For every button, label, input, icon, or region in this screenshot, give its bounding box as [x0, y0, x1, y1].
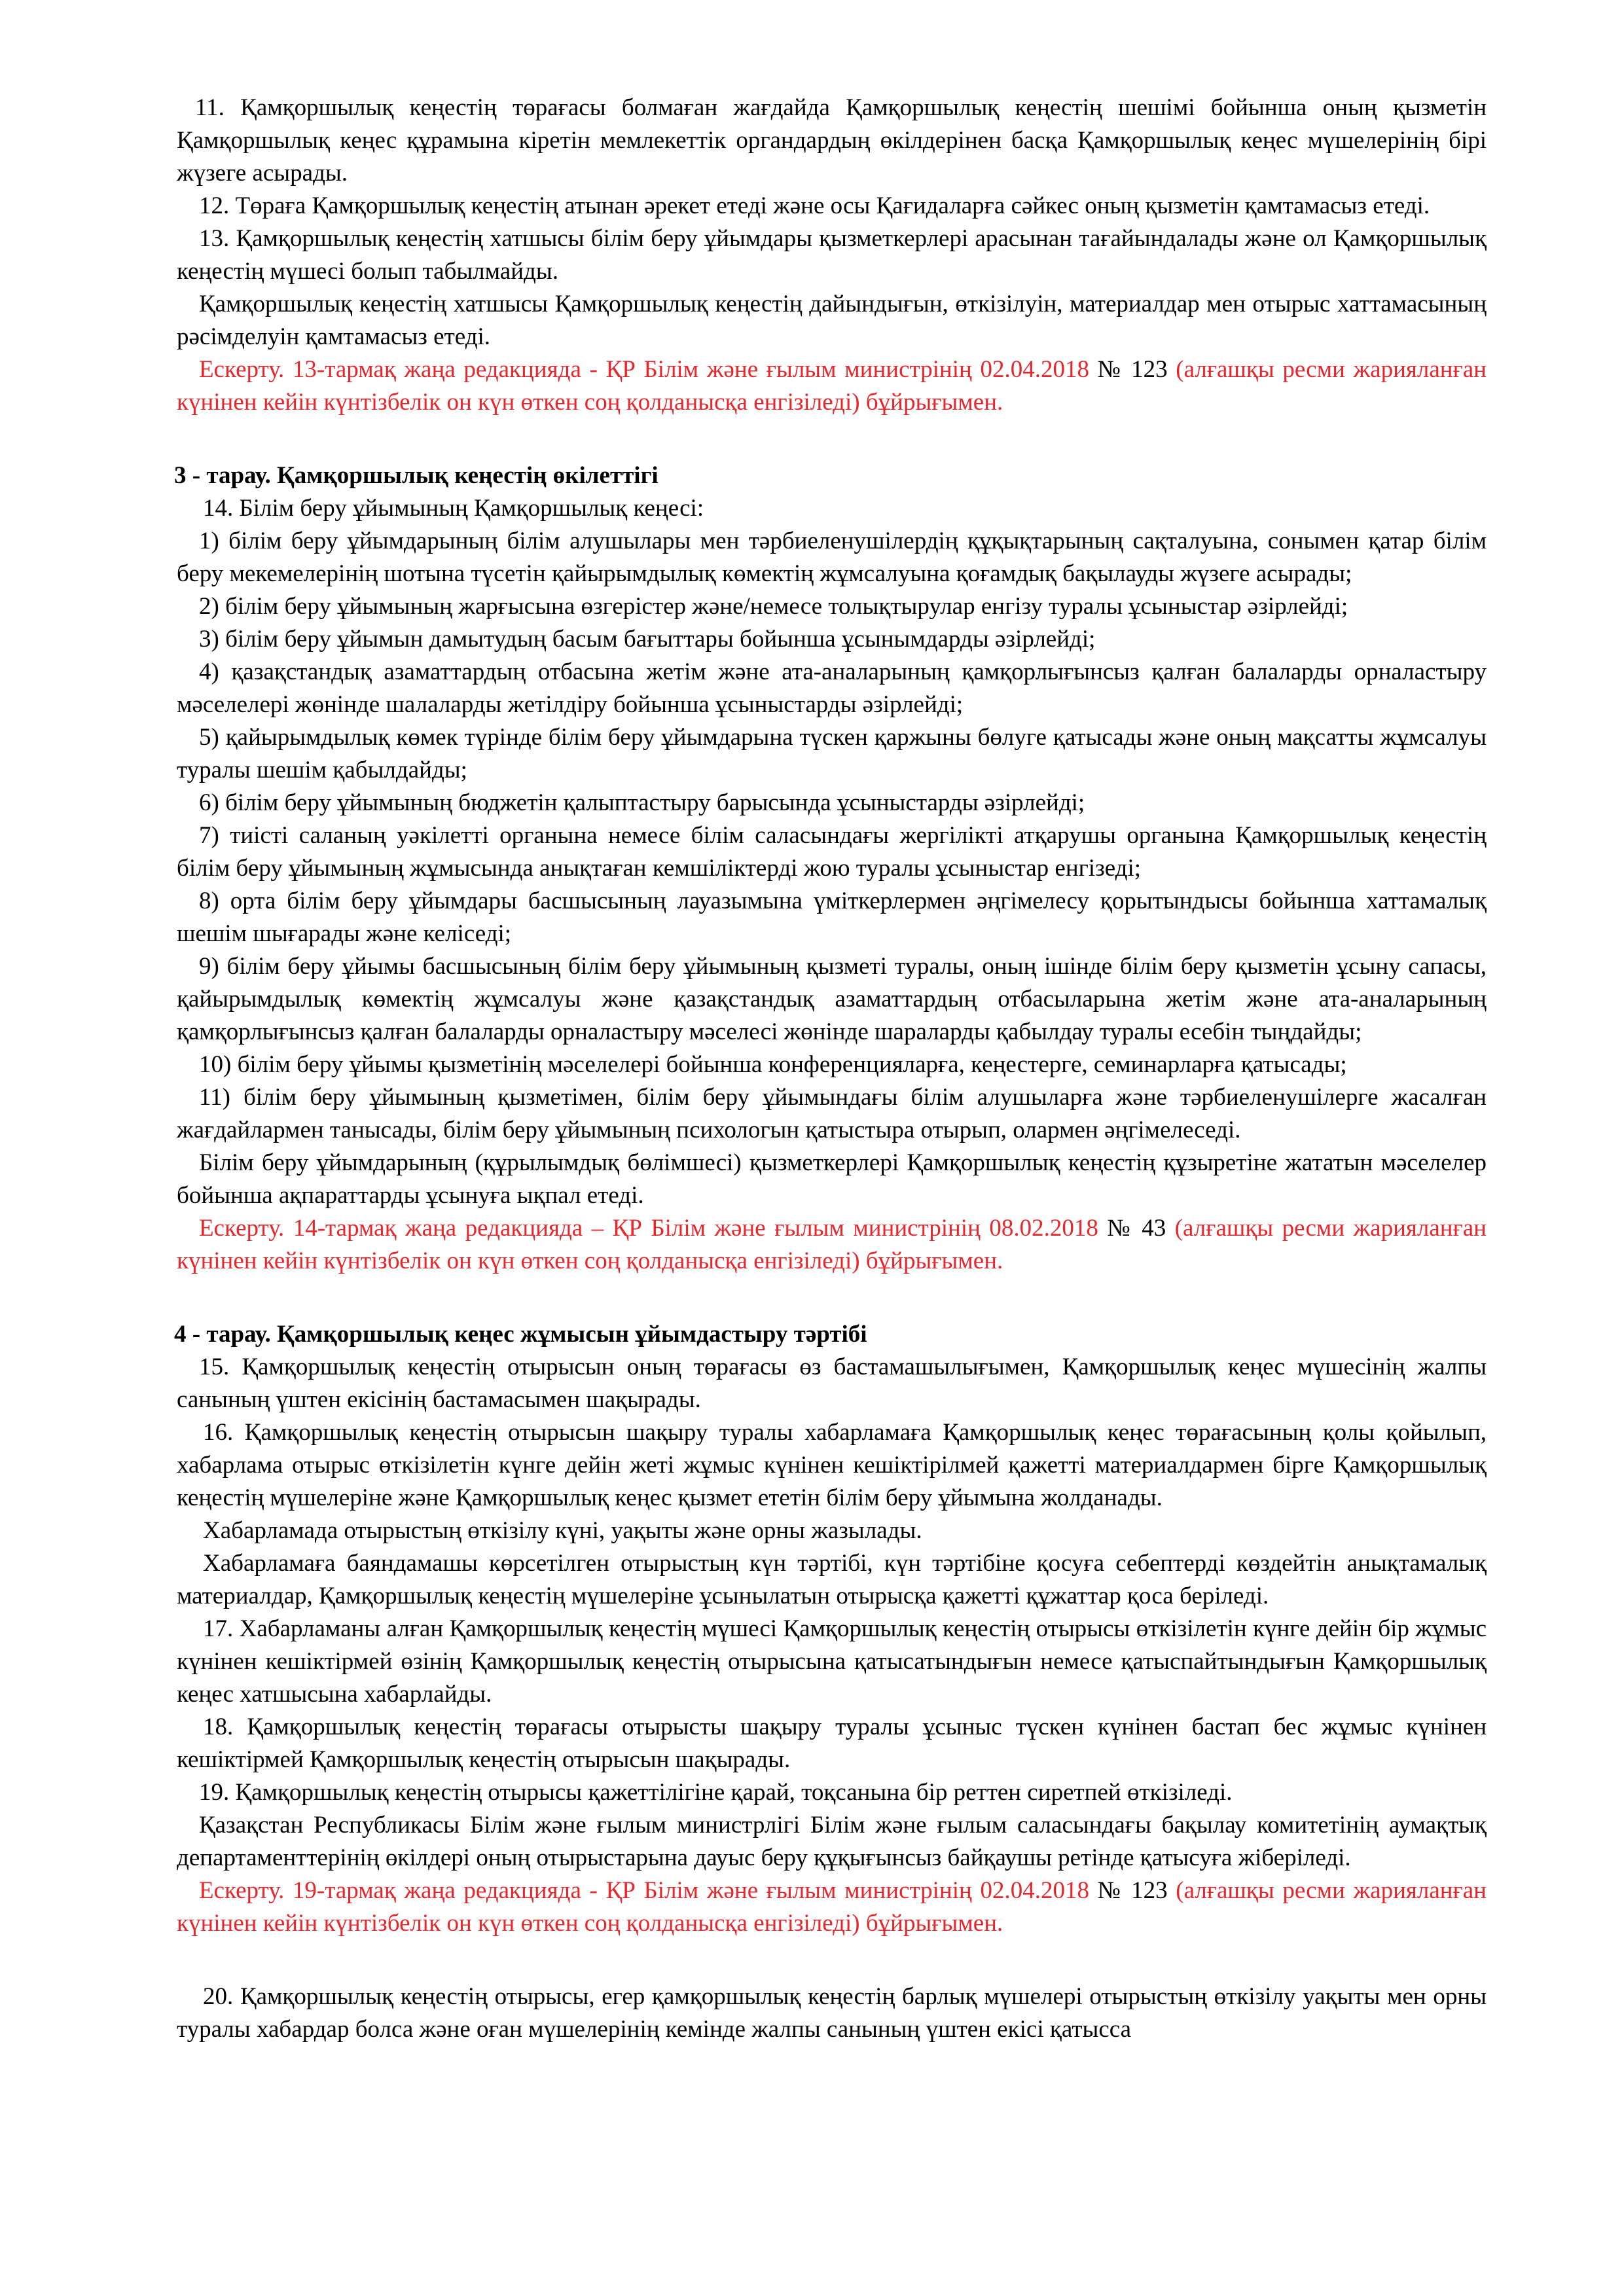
paragraph-18: 18. Қамқоршылық кеңестің төрағасы отырысты шақыру туралы ұсыныс түскен күнінен бастап бес жұмыс күнінен кешіктірмей Қамқоршылық кеңестің отырысын шақырады.	[177, 1713, 1487, 1773]
paragraph-19: 19. Қамқоршылық кеңестің отырысы қажеттілігіне қарай, тоқсанына бір реттен сиретпей өткізіледі.	[199, 1779, 1233, 1806]
list-item-6: 6) білім беру ұйымының бюджетін қалыптастыру барысында ұсыныстарды әзірлейді;	[199, 789, 1085, 816]
list-item-10: 10) білім беру ұйымы қызметінің мәселелері бойынша конференцияларға, кеңестерге, семинарларға қатысады;	[199, 1051, 1347, 1078]
order-number: № 43	[1107, 1215, 1166, 1242]
list-item-11: 11) білім беру ұйымының қызметімен, білім беру ұйымындағы білім алушыларға және тәрбиеленушілерге жасалған жағдайлармен танысады, білім беру ұйымының психологын қатыстыра отырып, олармен әңгімелеседі.	[177, 1084, 1487, 1143]
list-item-8: 8) орта білім беру ұйымдары басшысының лауазымына үміткерлермен әңгімелесу қорытындысы бойынша хаттамалық шешім шығарады және келіседі;	[177, 888, 1487, 947]
spacer	[177, 1940, 1487, 1981]
note-text: Ескерту. 13-тармақ жаңа редакцияда - ҚР Білім және ғылым министрінің 02.04.2018	[199, 356, 1098, 383]
list-item-1: 1) білім беру ұйымдарының білім алушылары мен тәрбиеленушілердің құқықтарының сақталуына, сонымен қатар білім беру мекемелерінің шотына түсетін қайырымдылық көмектің жұмсалуына қоғамдық бақылауды жүзеге асырады;	[177, 528, 1487, 587]
section-4-heading: 4 - тарау. Қамқоршылық кеңес жұмысын ұйымдастыру тәртібі	[174, 1321, 867, 1348]
paragraph-16-details: Хабарламада отырыстың өткізілу күні, уақыты және орны жазылады.	[203, 1517, 922, 1544]
paragraph-14: 14. Білім беру ұйымының Қамқоршылық кеңесі:	[203, 495, 704, 522]
list-item-3: 3) білім беру ұйымын дамытудың басым бағыттары бойынша ұсынымдарды әзірлейді;	[199, 626, 1096, 653]
amendment-note-13	[177, 353, 1487, 419]
order-number: № 123	[1097, 1877, 1168, 1904]
note-text: Ескерту. 14-тармақ жаңа редакцияда – ҚР Білім және ғылым министрінің 08.02.2018	[199, 1215, 1108, 1242]
note-text: (алғашқы ресми жарияланған күнінен кейін күнтізбелік он күн өткен соң қолданысқа енгізіледі) бұйрығымен.	[177, 356, 1487, 416]
list-item-4: 4) қазақстандық азаматтардың отбасына жетім және ата-аналарының қамқорлығынсыз қалған балаларды орналастыру мәселелері жөнінде шалаларды жетілдіру бойынша ұсыныстарды әзірлейді;	[177, 658, 1487, 718]
list-item-2: 2) білім беру ұйымының жарғысына өзгерістер және/немесе толықтырулар енгізу туралы ұсыныстар әзірлейді;	[199, 593, 1348, 620]
section-3-heading: 3 - тарау. Қамқоршылық кеңестің өкілеттігі	[174, 462, 659, 489]
amendment-note-14	[177, 1212, 1487, 1278]
paragraph-15: 15. Қамқоршылық кеңестің отырысын оның төрағасы өз бастамашылығымен, Қамқоршылық кеңес мүшесінің жалпы санының үштен екісінің бастамасымен шақырады.	[177, 1354, 1487, 1413]
note-text: Ескерту. 19-тармақ жаңа редакцияда - ҚР Білім және ғылым министрінің 02.04.2018	[199, 1877, 1098, 1904]
note-text: (алғашқы ресми жарияланған күнінен кейін күнтізбелік он күн өткен соң қолданысқа енгізіледі) бұйрығымен.	[177, 1877, 1487, 1937]
paragraph-13-secretary: Қамқоршылық кеңестің хатшысы Қамқоршылық кеңестің дайындығын, өткізілуін, материалдар мен отырыс хаттамасының рәсімделуін қамтамасыз етеді.	[177, 291, 1487, 350]
paragraph-20: 20. Қамқоршылық кеңестің отырысы, егер қамқоршылық кеңестің барлық мүшелері отырыстың өткізілу уақыты мен орны туралы хабардар болса және оған мүшелерінің кемінде жалпы санының үштен екісі қатысса	[177, 1983, 1487, 2043]
spacer	[177, 1278, 1487, 1318]
note-text: (алғашқы ресми жарияланған күнінен кейін күнтізбелік он күн өткен соң қолданысқа енгізіледі) бұйрығымен.	[177, 1215, 1487, 1274]
list-item-9: 9) білім беру ұйымы басшысының білім беру ұйымының қызметі туралы, оның ішінде білім беру қызметін ұсыну сапасы, қайырымдылық көмектің жұмсалуы және қазақстандық азаматтардың отбасыларына жетім және ата-аналарының қамқорлығынсыз қалған балаларды орналастыру мәселесі жөнінде шараларды қабылдау туралы есебін тыңдайды;	[177, 953, 1487, 1045]
paragraph-16-attachments: Хабарламаға баяндамашы көрсетілген отырыстың күн тәртібі, күн тәртібіне қосуға себептерді көздейтін анықтамалық материалдар, Қамқоршылық кеңестің мүшелеріне ұсынылатын отырысқа қажетті құжаттар қоса беріледі.	[177, 1550, 1487, 1609]
paragraph-13: 13. Қамқоршылық кеңестің хатшысы білім беру ұйымдары қызметкерлері арасынан тағайындалады және ол Қамқоршылық кеңестің мүшесі болып табылмайды.	[177, 225, 1487, 285]
list-item-5: 5) қайырымдылық көмек түрінде білім беру ұйымдарына түскен қаржыны бөлуге қатысады және оның мақсатты жұмсалуы туралы шешім қабылдайды;	[177, 724, 1487, 783]
paragraph-14-staff: Білім беру ұйымдарының (құрылымдық бөлімшесі) қызметкерлері Қамқоршылық кеңестің құзыретіне жататын мәселелер бойынша ақпараттарды ұсынуға ықпал етеді.	[177, 1149, 1487, 1209]
paragraph-19-observers: Қазақстан Республикасы Білім және ғылым министрлігі Білім және ғылым саласындағы бақылау комитетінің аумақтық департаменттерінің өкілдері оның отырыстарына дауыс беру құқығынсыз байқаушы ретінде қатысуға жіберіледі.	[177, 1812, 1487, 1871]
paragraph-16: 16. Қамқоршылық кеңестің отырысын шақыру туралы хабарламаға Қамқоршылық кеңес төрағасының қолы қойылып, хабарлама отырыс өткізілетін күнге дейін жеті жұмыс күнінен кешіктірілмей қажетті материалдармен бірге Қамқоршылық кеңестің мүшелеріне және Қамқоршылық кеңес қызмет ететін білім беру ұйымына жолданады.	[177, 1419, 1487, 1511]
list-item-7: 7) тиісті саланың уәкілетті органына немесе білім саласындағы жергілікті атқарушы органына Қамқоршылық кеңестің білім беру ұйымының жұмысында анықтаған кемшіліктерді жою туралы ұсыныстар енгізеді;	[177, 822, 1487, 882]
amendment-note-19	[177, 1874, 1487, 1940]
paragraph-12: 12. Төраға Қамқоршылық кеңестің атынан әрекет етеді және осы Қағидаларға сәйкес оның қызметін қамтамасыз етеді.	[199, 192, 1430, 219]
order-number: № 123	[1097, 356, 1168, 383]
paragraph-17: 17. Хабарламаны алған Қамқоршылық кеңестің мүшесі Қамқоршылық кеңестің отырысы өткізілетін күнге дейін бір жұмыс күнінен кешіктірмей өзінің Қамқоршылық кеңестің отырысына қатысатындығын немесе қатыспайтындығын Қамқоршылық кеңес хатшысына хабарлайды.	[177, 1615, 1487, 1708]
spacer	[177, 419, 1487, 459]
paragraph-11: 11. Қамқоршылық кеңестің төрағасы болмаған жағдайда Қамқоршылық кеңестің шешімі бойынша оның қызметін Қамқоршылық кеңес құрамына кіретін мемлекеттік органдардың өкілдерінен басқа Қамқоршылық кеңес мүшелерінің бірі жүзеге асырады.	[177, 94, 1487, 187]
